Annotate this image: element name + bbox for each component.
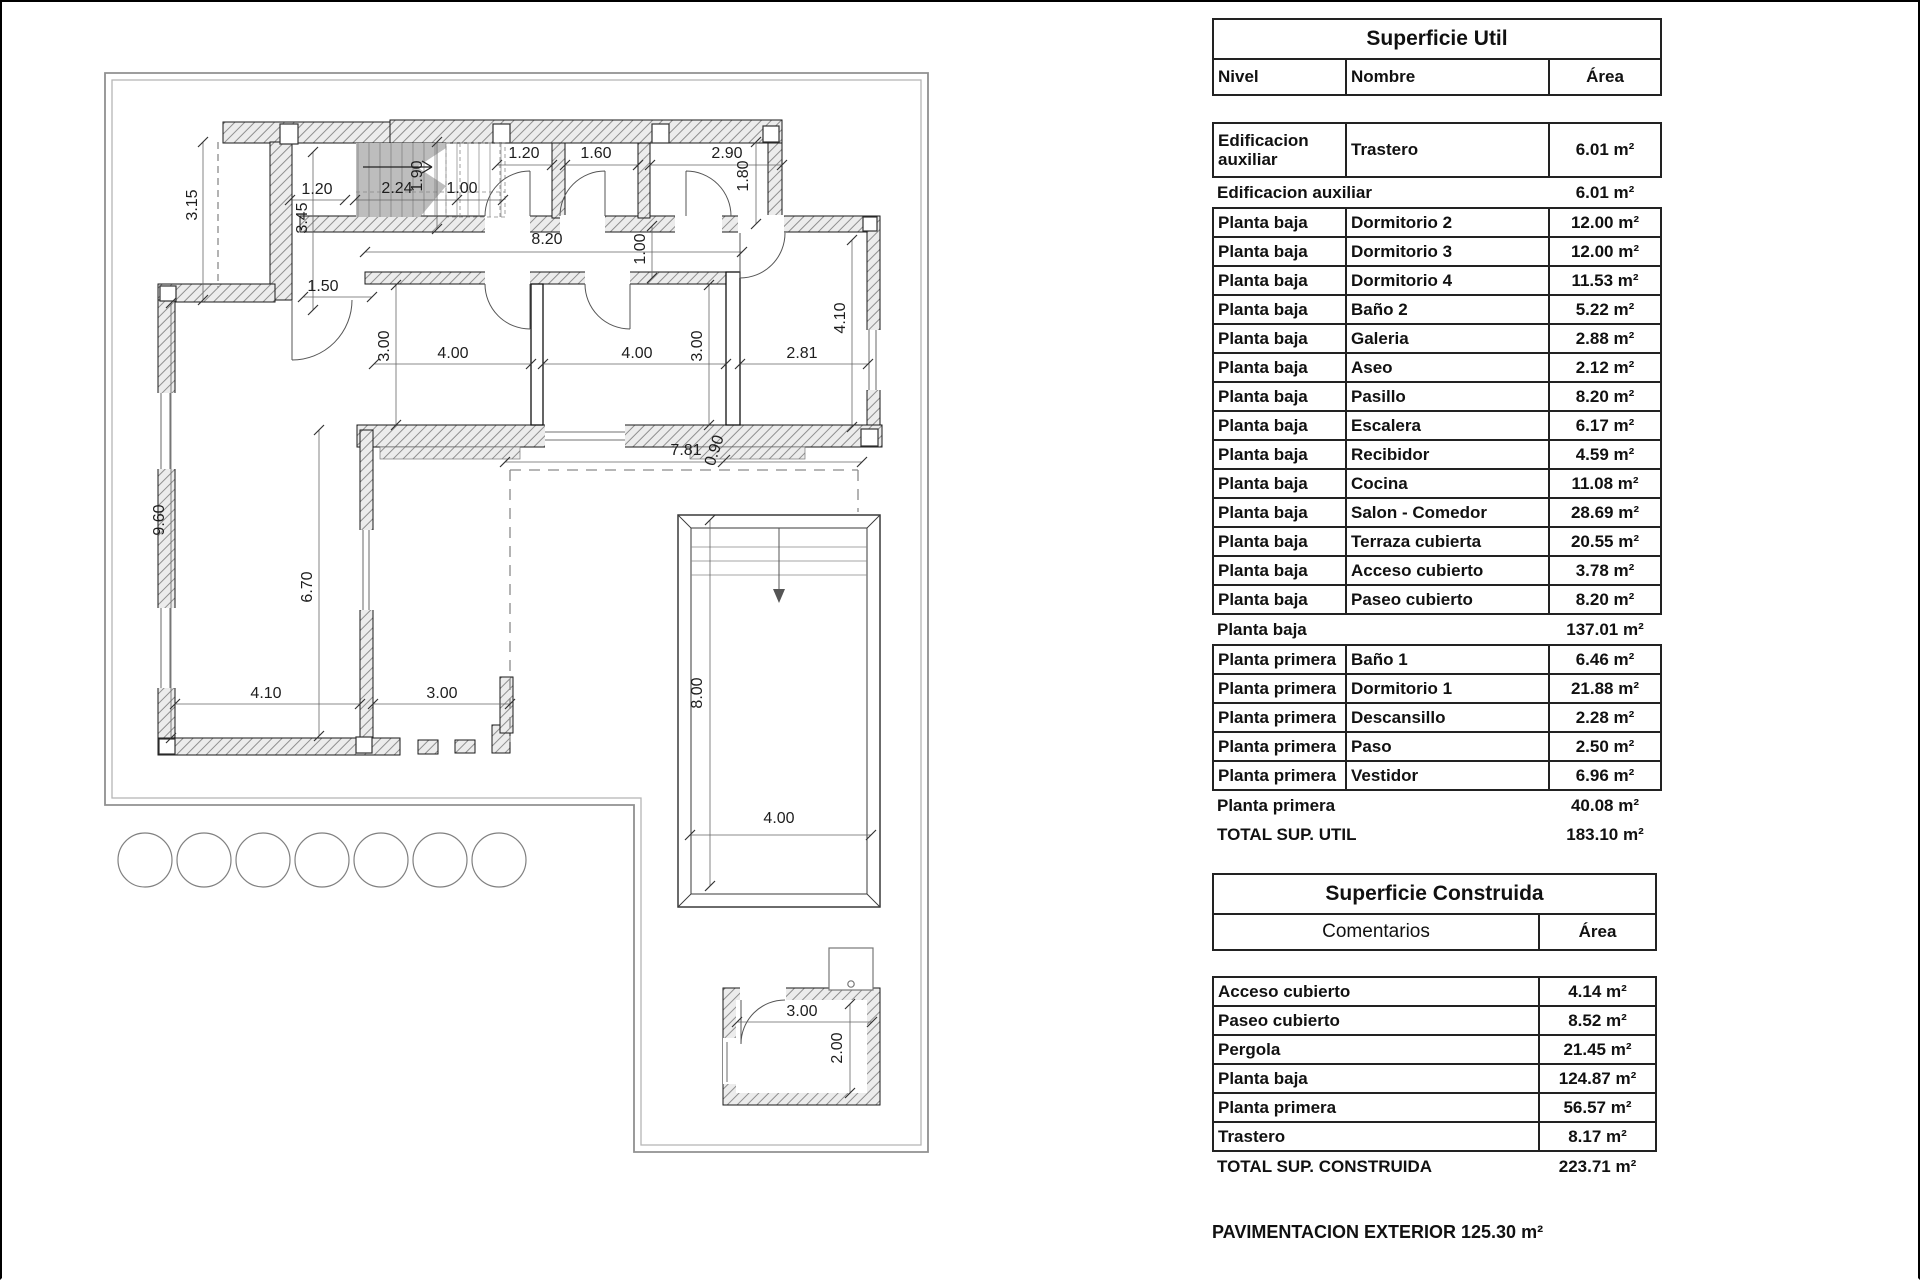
cell-nivel: Planta baja [1213,382,1346,411]
table-row [1213,527,1661,556]
cell-area: 11.08 m² [1549,469,1661,498]
cell-comentario: Planta baja [1213,1064,1539,1093]
cell-nombre: Dormitorio 4 [1346,266,1549,295]
cell-comentario: Pergola [1213,1035,1539,1064]
dim-label: 4.10 [832,302,849,334]
table-row [1213,266,1661,295]
summary-label: Edificacion auxiliar [1217,182,1372,202]
dim-label: 3.00 [376,330,393,362]
cell-nombre: Terraza cubierta [1346,527,1549,556]
cell-area: 6.46 m² [1549,645,1661,674]
cell-comentario: Paseo cubierto [1213,1006,1539,1035]
cell-nombre: Escalera [1346,411,1549,440]
cell-nivel: Planta baja [1213,440,1346,469]
table-row [1213,1035,1656,1064]
cell-nombre: Paso [1346,732,1549,761]
cell-area: 11.53 m² [1549,266,1661,295]
cell-area: 2.28 m² [1549,703,1661,732]
dim-label: 1.20 [301,181,333,198]
cell-nombre: Aseo [1346,353,1549,382]
cell-area: 4.14 m² [1539,977,1656,1006]
table-row [1213,123,1661,177]
table-row [1213,1093,1656,1122]
cell-area: 21.88 m² [1549,674,1661,703]
cell-area: 12.00 m² [1549,237,1661,266]
cell-nombre: Salon - Comedor [1346,498,1549,527]
summary-row [1213,614,1661,645]
dim-label: 3.45 [294,202,311,234]
dim-label: 3.00 [786,1003,818,1020]
cell-comentario: Acceso cubierto [1213,977,1539,1006]
dim-label: 2.00 [829,1032,846,1064]
dim-label: 1.00 [446,180,478,197]
col-header-area: Área [1539,914,1656,950]
dim-label: 3.00 [426,685,458,702]
cell-nombre: Recibidor [1346,440,1549,469]
cell-area: 6.01 m² [1549,123,1661,177]
cell-nivel: Planta baja [1213,527,1346,556]
summary-label: Planta primera [1217,795,1336,815]
cell-nivel: Planta primera [1213,703,1346,732]
cell-nombre: Dormitorio 3 [1346,237,1549,266]
dim-label: 4.00 [763,810,795,827]
cell-nombre: Baño 1 [1346,645,1549,674]
dim-label: 7.81 [670,442,702,459]
summary-area: 40.08 m² [1570,795,1640,815]
cell-nombre: Dormitorio 1 [1346,674,1549,703]
cell-nivel: Planta baja [1213,411,1346,440]
dim-label: 3.00 [689,330,706,362]
cell-area: 28.69 m² [1549,498,1661,527]
cell-area: 2.50 m² [1549,732,1661,761]
construida-table-body [1212,976,1657,1181]
dim-label: 1.50 [307,278,339,295]
table-row [1213,382,1661,411]
cell-nombre: Vestidor [1346,761,1549,790]
util-table-header [1212,18,1662,96]
dim-label: 6.70 [299,571,316,603]
cell-area: 8.20 m² [1549,585,1661,614]
summary-area: 6.01 m² [1575,182,1635,202]
summary-area: 223.71 m² [1558,1156,1637,1176]
trees [118,833,526,887]
table-row [1213,645,1661,674]
summary-area: 137.01 m² [1566,619,1644,639]
table-row [1213,469,1661,498]
summary-row [1213,1151,1656,1181]
cell-nivel: Planta baja [1213,295,1346,324]
cell-area: 56.57 m² [1539,1093,1656,1122]
cell-area: 8.52 m² [1539,1006,1656,1035]
util-table-title: Superficie Util [1213,19,1661,59]
cell-area: 2.12 m² [1549,353,1661,382]
dim-label: 1.60 [580,145,612,162]
summary-row [1213,177,1661,208]
summary-label: Planta baja [1217,619,1307,639]
cell-nombre: Cocina [1346,469,1549,498]
table-row [1213,585,1661,614]
table-row [1213,674,1661,703]
dim-label: 4.10 [250,685,282,702]
summary-label: TOTAL SUP. UTIL [1217,824,1357,844]
cell-comentario: Trastero [1213,1122,1539,1151]
col-header-area: Área [1549,59,1661,95]
table-row [1213,1064,1656,1093]
dim-label: 3.15 [184,189,201,221]
table-row [1213,732,1661,761]
construida-table-title: Superficie Construida [1213,874,1656,914]
dim-label: 1.20 [508,145,540,162]
cell-nombre: Pasillo [1346,382,1549,411]
cell-nivel: Planta baja [1213,353,1346,382]
cell-nombre: Paseo cubierto [1346,585,1549,614]
util-table [1212,18,1660,849]
cell-area: 8.17 m² [1539,1122,1656,1151]
col-header-nombre: Nombre [1346,59,1549,95]
dim-label: 2.90 [711,145,743,162]
cell-area: 21.45 m² [1539,1035,1656,1064]
cell-area: 124.87 m² [1539,1064,1656,1093]
cell-nivel: Edificacion auxiliar [1213,123,1346,177]
table-row [1213,353,1661,382]
cell-nivel: Planta primera [1213,732,1346,761]
cell-nombre: Trastero [1346,123,1549,177]
dim-label: 1.80 [735,160,752,192]
table-row [1213,440,1661,469]
storage-building [829,948,873,990]
cell-nivel: Planta primera [1213,674,1346,703]
dim-label: 4.00 [621,345,653,362]
cell-nivel: Planta baja [1213,498,1346,527]
col-header-nivel: Nivel [1213,59,1346,95]
table-row [1213,237,1661,266]
cell-area: 5.22 m² [1549,295,1661,324]
cell-area: 20.55 m² [1549,527,1661,556]
pavimentacion-note: PAVIMENTACION EXTERIOR 125.30 m² [1212,1222,1544,1242]
table-row [1213,498,1661,527]
table-row [1213,208,1661,237]
dim-label: 1.00 [632,233,649,265]
cell-nivel: Planta baja [1213,585,1346,614]
table-row [1213,556,1661,585]
cell-area: 4.59 m² [1549,440,1661,469]
cell-nombre: Acceso cubierto [1346,556,1549,585]
cell-nivel: Planta baja [1213,266,1346,295]
cell-nombre: Baño 2 [1346,295,1549,324]
table-row [1213,411,1661,440]
table-row [1213,1122,1656,1151]
table-row [1213,703,1661,732]
cell-nivel: Planta primera [1213,645,1346,674]
cell-area: 6.96 m² [1549,761,1661,790]
cell-comentario: Planta primera [1213,1093,1539,1122]
dim-label: 4.00 [437,345,469,362]
dim-label: 8.00 [689,677,706,709]
table-row [1213,295,1661,324]
table-row [1213,324,1661,353]
table-row [1213,761,1661,790]
cell-area: 8.20 m² [1549,382,1661,411]
dim-label: 2.81 [786,345,818,362]
cell-nivel: Planta baja [1213,208,1346,237]
col-header-comentarios: Comentarios [1213,914,1539,950]
dim-label: 1.90 [409,160,426,192]
cell-area: 3.78 m² [1549,556,1661,585]
dim-label: 0.90 [701,433,728,469]
construida-table [1212,873,1655,1181]
summary-label: TOTAL SUP. CONSTRUIDA [1217,1156,1433,1176]
cell-nombre: Galeria [1346,324,1549,353]
cell-nivel: Planta baja [1213,556,1346,585]
cell-nivel: Planta primera [1213,761,1346,790]
cell-nombre: Descansillo [1346,703,1549,732]
staircase [356,143,505,217]
cell-nivel: Planta baja [1213,469,1346,498]
dim-label: 2.24 [381,180,413,197]
dim-label: 9.60 [151,504,168,536]
swimming-pool [678,515,880,907]
cell-nivel: Planta baja [1213,324,1346,353]
summary-row [1213,790,1661,820]
table-row [1213,977,1656,1006]
cell-nombre: Dormitorio 2 [1346,208,1549,237]
util-table-body [1212,122,1662,849]
cell-area: 6.17 m² [1549,411,1661,440]
summary-row [1213,820,1661,849]
summary-area: 183.10 m² [1566,824,1644,844]
table-row [1213,1006,1656,1035]
construida-table-header [1212,873,1657,951]
cell-area: 12.00 m² [1549,208,1661,237]
dim-label: 8.20 [531,231,563,248]
cell-nivel: Planta baja [1213,237,1346,266]
cell-area: 2.88 m² [1549,324,1661,353]
